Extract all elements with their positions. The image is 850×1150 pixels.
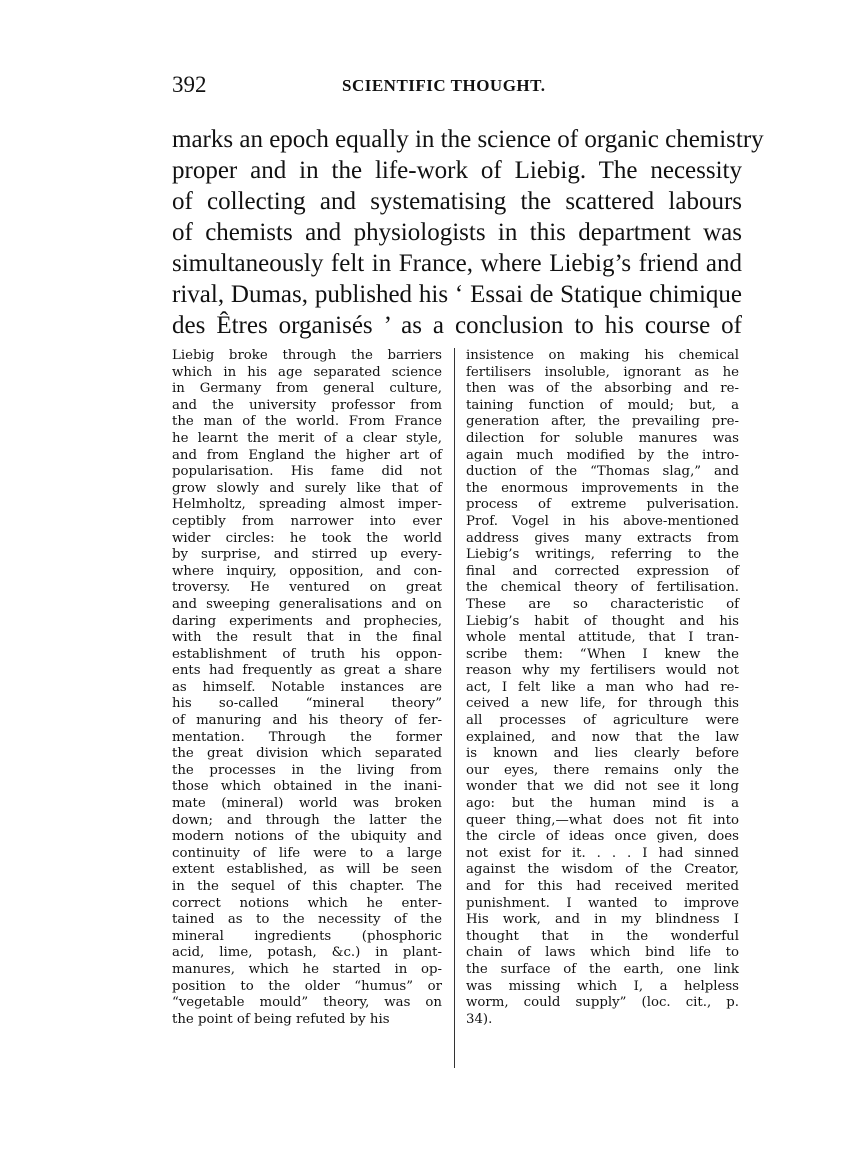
- footnote-line: reason why my fertilisers would not: [466, 663, 739, 679]
- footnote-line: the man of the world. From France: [172, 414, 442, 430]
- footnote-line: grow slowly and surely like that of: [172, 480, 442, 496]
- footnote-line: correct notions which he enter-: [172, 895, 442, 911]
- footnote-line: Liebig’s habit of thought and his: [466, 613, 739, 629]
- footnote-line: ceptibly from narrower into ever: [172, 513, 442, 529]
- footnote-line: punishment. I wanted to improve: [466, 895, 739, 911]
- footnote-line: modern notions of the ubiquity and: [172, 829, 442, 845]
- footnote-line: acid, lime, potash, &c.) in plant-: [172, 945, 442, 961]
- footnote-line: address gives many extracts from: [466, 530, 739, 546]
- body-text-line: des Êtres organisés ’ as a conclusion to his course of: [172, 312, 742, 339]
- body-text-line: rival, Dumas, published his ‘ Essai de Statique chimique: [172, 281, 742, 308]
- footnote-line: mineral ingredients (phosphoric: [172, 928, 442, 944]
- footnote-line: Prof. Vogel in his above-mentioned: [466, 513, 739, 529]
- footnote-line: whole mental attitude, that I tran-: [466, 630, 739, 646]
- footnote-line: his so-called “mineral theory”: [172, 696, 442, 712]
- footnote-line: down; and through the latter the: [172, 812, 442, 828]
- footnote-line: fertilisers insoluble, ignorant as he: [466, 364, 739, 380]
- footnote-line: he learnt the merit of a clear style,: [172, 430, 442, 446]
- footnote-line: Helmholtz, spreading almost imper-: [172, 497, 442, 513]
- footnote-line: establishment of truth his oppon-: [172, 646, 442, 662]
- footnote-line: Liebig’s writings, referring to the: [466, 547, 739, 563]
- body-text-line: simultaneously felt in France, where Liebig’s friend and: [172, 250, 742, 277]
- footnote-line: then was of the absorbing and re-: [466, 381, 739, 397]
- footnote-line: of manuring and his theory of fer-: [172, 713, 442, 729]
- footnote-line: manures, which he started in op-: [172, 961, 442, 977]
- footnote-line: Liebig broke through the barriers: [172, 348, 442, 363]
- footnote-line: worm, could supply” (loc. cit., p.: [466, 995, 739, 1011]
- page-header: [172, 72, 742, 104]
- page-number: 392: [172, 72, 207, 97]
- footnote-line: the chemical theory of fertilisation.: [466, 580, 739, 596]
- footnote-line: taining function of mould; but, a: [466, 397, 739, 413]
- footnote-line: extent established, as will be seen: [172, 862, 442, 878]
- footnote-line: dilection for soluble manures was: [466, 430, 739, 446]
- footnote-line: not exist for it. . . . I had sinned: [466, 845, 739, 861]
- footnote-line: and sweeping generalisations and on: [172, 596, 442, 612]
- footnote-line: troversy. He ventured on great: [172, 580, 442, 596]
- footnote-line: the processes in the living from: [172, 762, 442, 778]
- footnote-line: continuity of life were to a large: [172, 845, 442, 861]
- footnote-line: explained, and now that the law: [466, 729, 739, 745]
- body-text-line: of chemists and physiologists in this department was: [172, 219, 742, 246]
- footnote-line: the surface of the earth, one link: [466, 961, 739, 977]
- running-title: SCIENTIFIC THOUGHT.: [342, 76, 546, 95]
- footnote-right-column: [466, 348, 739, 1028]
- footnote-line: wonder that we did not see it long: [466, 779, 739, 795]
- footnote-line: These are so characteristic of: [466, 596, 739, 612]
- footnote-line: scribe them: “When I knew the: [466, 646, 739, 662]
- footnote-line: ago: but the human mind is a: [466, 796, 739, 812]
- footnote-line: generation after, the prevailing pre-: [466, 414, 739, 430]
- footnote-line: mentation. Through the former: [172, 729, 442, 745]
- footnote-line: duction of the “Thomas slag,” and: [466, 464, 739, 480]
- footnote-line: mate (mineral) world was broken: [172, 796, 442, 812]
- footnote-line: in Germany from general culture,: [172, 381, 442, 397]
- footnote-line: final and corrected expression of: [466, 563, 739, 579]
- footnote-line: tained as to the necessity of the: [172, 912, 442, 928]
- footnote-line: ents had frequently as great a share: [172, 663, 442, 679]
- body-text-line: of collecting and systematising the scattered labours: [172, 188, 742, 215]
- footnote-line: our eyes, there remains only the: [466, 762, 739, 778]
- footnote-line: act, I felt like a man who had re-: [466, 679, 739, 695]
- body-text-line: marks an epoch equally in the science of organic chemistry: [172, 126, 764, 153]
- footnote-line: those which obtained in the inani-: [172, 779, 442, 795]
- footnote-line: 34).: [466, 1011, 493, 1027]
- footnote-line: position to the older “humus” or: [172, 978, 442, 994]
- footnote-line: was missing which I, a helpless: [466, 978, 739, 994]
- footnote-line: process of extreme pulverisation.: [466, 497, 739, 513]
- footnote-line: against the wisdom of the Creator,: [466, 862, 739, 878]
- main-body-text: [172, 124, 764, 341]
- footnote-line: again much modified by the intro-: [466, 447, 739, 463]
- footnote-line: wider circles: he took the world: [172, 530, 442, 546]
- footnote-line: is known and lies clearly before: [466, 746, 739, 762]
- footnote-line: His work, and in my blindness I: [466, 912, 739, 928]
- footnote-line: thought that in the wonderful: [466, 928, 739, 944]
- footnote-line: queer thing,—what does not fit into: [466, 812, 739, 828]
- column-divider: [454, 348, 455, 1068]
- footnote-line: by surprise, and stirred up every-: [172, 547, 442, 563]
- footnote-left-column: [172, 348, 442, 1028]
- footnote-line: which in his age separated science: [172, 364, 442, 380]
- body-text-line: proper and in the life-work of Liebig. The necessity: [172, 157, 742, 184]
- footnote-line: in the sequel of this chapter. The: [172, 879, 442, 894]
- footnote-line: with the result that in the final: [172, 630, 442, 646]
- footnote-line: the point of being refuted by his: [172, 1011, 390, 1027]
- footnote-line: daring experiments and prophecies,: [172, 613, 442, 629]
- footnote-line: “vegetable mould” theory, was on: [172, 995, 442, 1011]
- footnote-line: insistence on making his chemical: [466, 348, 739, 363]
- footnote-line: the circle of ideas once given, does: [466, 829, 739, 845]
- footnote-line: the great division which separated: [172, 746, 442, 762]
- footnote-line: as himself. Notable instances are: [172, 679, 442, 695]
- footnote-line: all processes of agriculture were: [466, 713, 739, 729]
- footnote-line: and the university professor from: [172, 397, 442, 413]
- footnote-line: and for this had received merited: [466, 879, 739, 894]
- footnote-line: ceived a new life, for through this: [466, 696, 739, 712]
- footnote-line: the enormous improvements in the: [466, 480, 739, 496]
- footnote-line: and from England the higher art of: [172, 447, 442, 463]
- footnote-line: where inquiry, opposition, and con-: [172, 563, 442, 579]
- footnote-line: popularisation. His fame did not: [172, 464, 442, 480]
- footnote-line: chain of laws which bind life to: [466, 945, 739, 961]
